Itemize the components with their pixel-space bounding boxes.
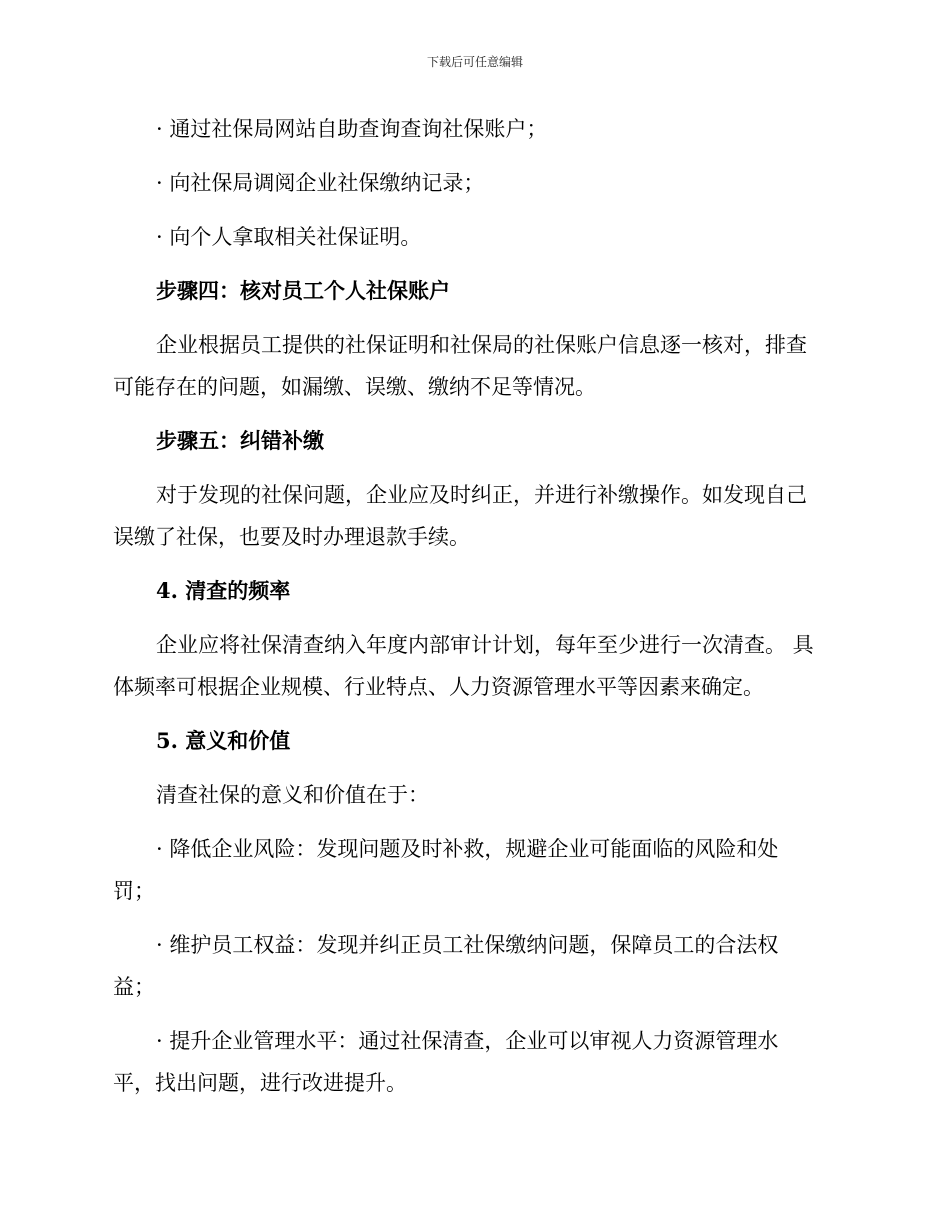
bullet-item: · 提升企业管理水平：通过社保清查，企业可以审视人力资源管理水 (156, 1029, 779, 1053)
page-header: 下载后可任意编辑 (426, 55, 523, 69)
paragraph-line: 企业根据员工提供的社保证明和社保局的社保账户信息逐一核对，排查 (156, 333, 807, 357)
paragraph-line: 清查社保的意义和价值在于： (156, 783, 429, 807)
bullet-item-continuation: 平，找出问题，进行改进提升。 (113, 1071, 407, 1095)
bullet-item-continuation: 益； (113, 975, 155, 999)
paragraph-line: 可能存在的问题，如漏缴、误缴、缴纳不足等情况。 (113, 375, 596, 399)
bullet-item: · 降低企业风险：发现问题及时补救，规避企业可能面临的风险和处 (156, 837, 779, 861)
bullet-item: · 通过社保局网站自助查询查询社保账户； (156, 117, 548, 141)
section-heading: 步骤五：纠错补缴 (156, 428, 324, 453)
paragraph-line: 体频率可根据企业规模、行业特点、人力资源管理水平等因素来确定。 (113, 675, 764, 699)
section-heading: 4. 清查的频率 (156, 578, 291, 603)
document-body (113, 108, 835, 1104)
bullet-item-continuation: 罚； (113, 879, 155, 903)
section-heading: 5. 意义和价值 (156, 728, 291, 753)
bullet-item: · 向社保局调阅企业社保缴纳记录； (156, 171, 485, 195)
bullet-item: · 维护员工权益：发现并纠正员工社保缴纳问题，保障员工的合法权 (156, 933, 779, 957)
bullet-item: · 向个人拿取相关社保证明。 (156, 225, 422, 249)
section-heading: 步骤四：核对员工个人社保账户 (156, 278, 450, 303)
paragraph-line: 误缴了社保，也要及时办理退款手续。 (113, 525, 470, 549)
paragraph-line: 对于发现的社保问题，企业应及时纠正，并进行补缴操作。如发现自己 (156, 483, 807, 507)
paragraph-line: 企业应将社保清查纳入年度内部审计计划，每年至少进行一次清查。 具 (156, 633, 814, 657)
